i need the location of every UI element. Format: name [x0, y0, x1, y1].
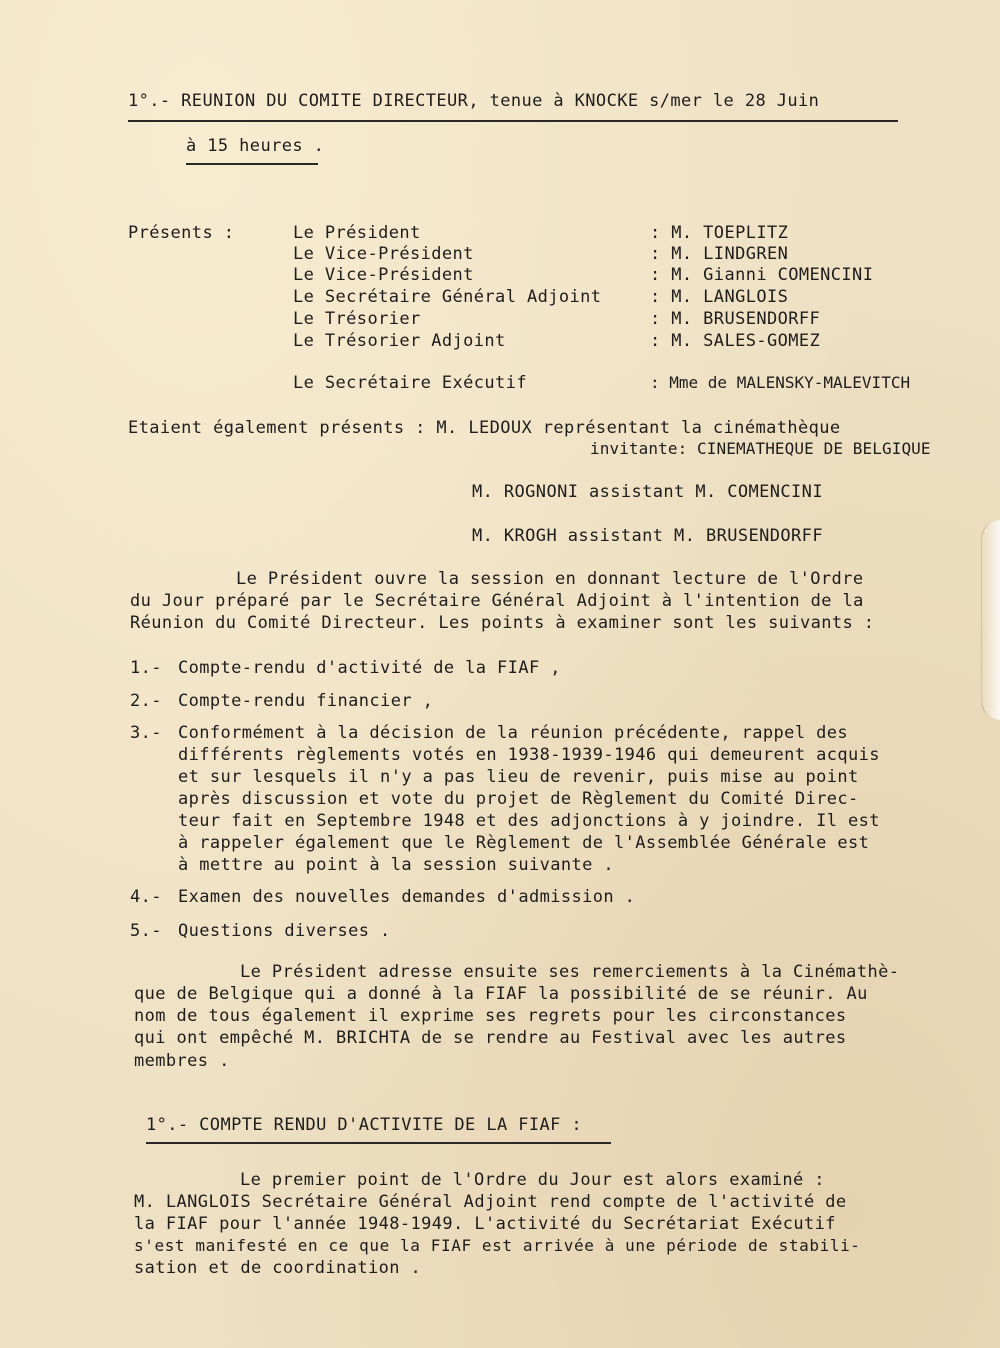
presents-label: Présents : — [128, 223, 235, 243]
section-paragraph-line: la FIAF pour l'année 1948-1949. L'activité du Secrétariat Exécutif — [134, 1214, 836, 1234]
agenda-number: 5.- — [130, 921, 162, 941]
member-name: : M. LANGLOIS — [650, 287, 789, 307]
intro-line: Réunion du Comité Directeur. Les points à examiner sont les suivants : — [130, 613, 875, 633]
agenda-item-line: teur fait en Septembre 1948 et des adjonctions à y joindre. Il est — [178, 811, 880, 831]
agenda-item: Examen des nouvelles demandes d'admission . — [178, 887, 636, 907]
thanks-line: qui ont empêché M. BRICHTA de se rendre au Festival avec les autres — [134, 1028, 847, 1048]
agenda-number: 1.- — [130, 658, 162, 678]
member-name: : M. Gianni COMENCINI — [650, 265, 874, 285]
agenda-item-line: et sur lesquels il n'y a pas lieu de revenir, puis mise au point — [178, 767, 859, 787]
member-name: : M. BRUSENDORFF — [650, 309, 821, 329]
section-paragraph-line: M. LANGLOIS Secrétaire Général Adjoint rend compte de l'activité de — [134, 1192, 847, 1212]
agenda-number: 3.- — [130, 723, 162, 743]
agenda-item-line: différents règlements votés en 1938-1939-1946 qui demeurent acquis — [178, 745, 880, 765]
agenda-item: Compte-rendu d'activité de la FIAF , — [178, 658, 561, 678]
also-present-line2: invitante: CINEMATHEQUE DE BELGIQUE — [590, 439, 931, 458]
page-edge — [981, 520, 1000, 720]
also-present-line1: Etaient également présents : M. LEDOUX représentant la cinémathèque — [128, 418, 841, 438]
intro-line: Le Président ouvre la session en donnant lecture de l'Ordre — [236, 569, 864, 589]
also-present-line3: M. ROGNONI assistant M. COMENCINI — [472, 482, 823, 502]
member-name: : M. SALES-GOMEZ — [650, 331, 821, 351]
section-paragraph-line: sation et de coordination . — [134, 1258, 422, 1278]
agenda-item: Questions diverses . — [178, 921, 391, 941]
intro-line: du Jour préparé par le Secrétaire Général Adjoint à l'intention de la — [130, 591, 864, 611]
heading-underline — [128, 120, 898, 122]
section-paragraph-line: s'est manifesté en ce que la FIAF est arrivée à une période de stabili- — [134, 1236, 861, 1255]
member-role: Le Trésorier Adjoint — [293, 331, 506, 351]
meeting-heading-line1: 1°.- REUNION DU COMITE DIRECTEUR, tenue à KNOCKE s/mer le 28 Juin — [128, 91, 820, 111]
member-name: : M. LINDGREN — [650, 244, 789, 264]
member-role: Le Trésorier — [293, 309, 421, 329]
agenda-item: Compte-rendu financier , — [178, 691, 434, 711]
section-paragraph-line: Le premier point de l'Ordre du Jour est alors examiné : — [240, 1170, 825, 1190]
thanks-line: membres . — [134, 1051, 230, 1071]
agenda-item-line: Conformément à la décision de la réunion précédente, rappel des — [178, 723, 848, 743]
also-present-line4: M. KROGH assistant M. BRUSENDORFF — [472, 526, 823, 546]
member-role: Le Président — [293, 223, 421, 243]
thanks-line: que de Belgique qui a donné à la FIAF la possibilité de se réunir. Au — [134, 984, 868, 1004]
agenda-item-line: après discussion et vote du projet de Règlement du Comité Direc- — [178, 789, 859, 809]
agenda-item-line: à rappeler également que le Règlement de l'Assemblée Générale est — [178, 833, 870, 853]
section-heading-underline — [146, 1142, 611, 1144]
agenda-item-line: à mettre au point à la session suivante . — [178, 855, 615, 875]
thanks-line: Le Président adresse ensuite ses remerciements à la Cinémathè- — [240, 962, 900, 982]
member-role: Le Vice-Président — [293, 265, 474, 285]
member-name: : M. TOEPLITZ — [650, 223, 789, 243]
member-name: : Mme de MALENSKY-MALEVITCH — [650, 373, 911, 392]
thanks-line: nom de tous également il exprime ses regrets pour les circonstances — [134, 1006, 847, 1026]
section-heading: 1°.- COMPTE RENDU D'ACTIVITE DE LA FIAF : — [146, 1115, 583, 1135]
member-role: Le Secrétaire Général Adjoint — [293, 287, 602, 307]
meeting-heading-line2: à 15 heures . — [186, 136, 325, 156]
agenda-number: 2.- — [130, 691, 162, 711]
agenda-number: 4.- — [130, 887, 162, 907]
member-role: Le Vice-Président — [293, 244, 474, 264]
heading-underline-short — [186, 163, 318, 165]
member-role: Le Secrétaire Exécutif — [293, 373, 527, 393]
